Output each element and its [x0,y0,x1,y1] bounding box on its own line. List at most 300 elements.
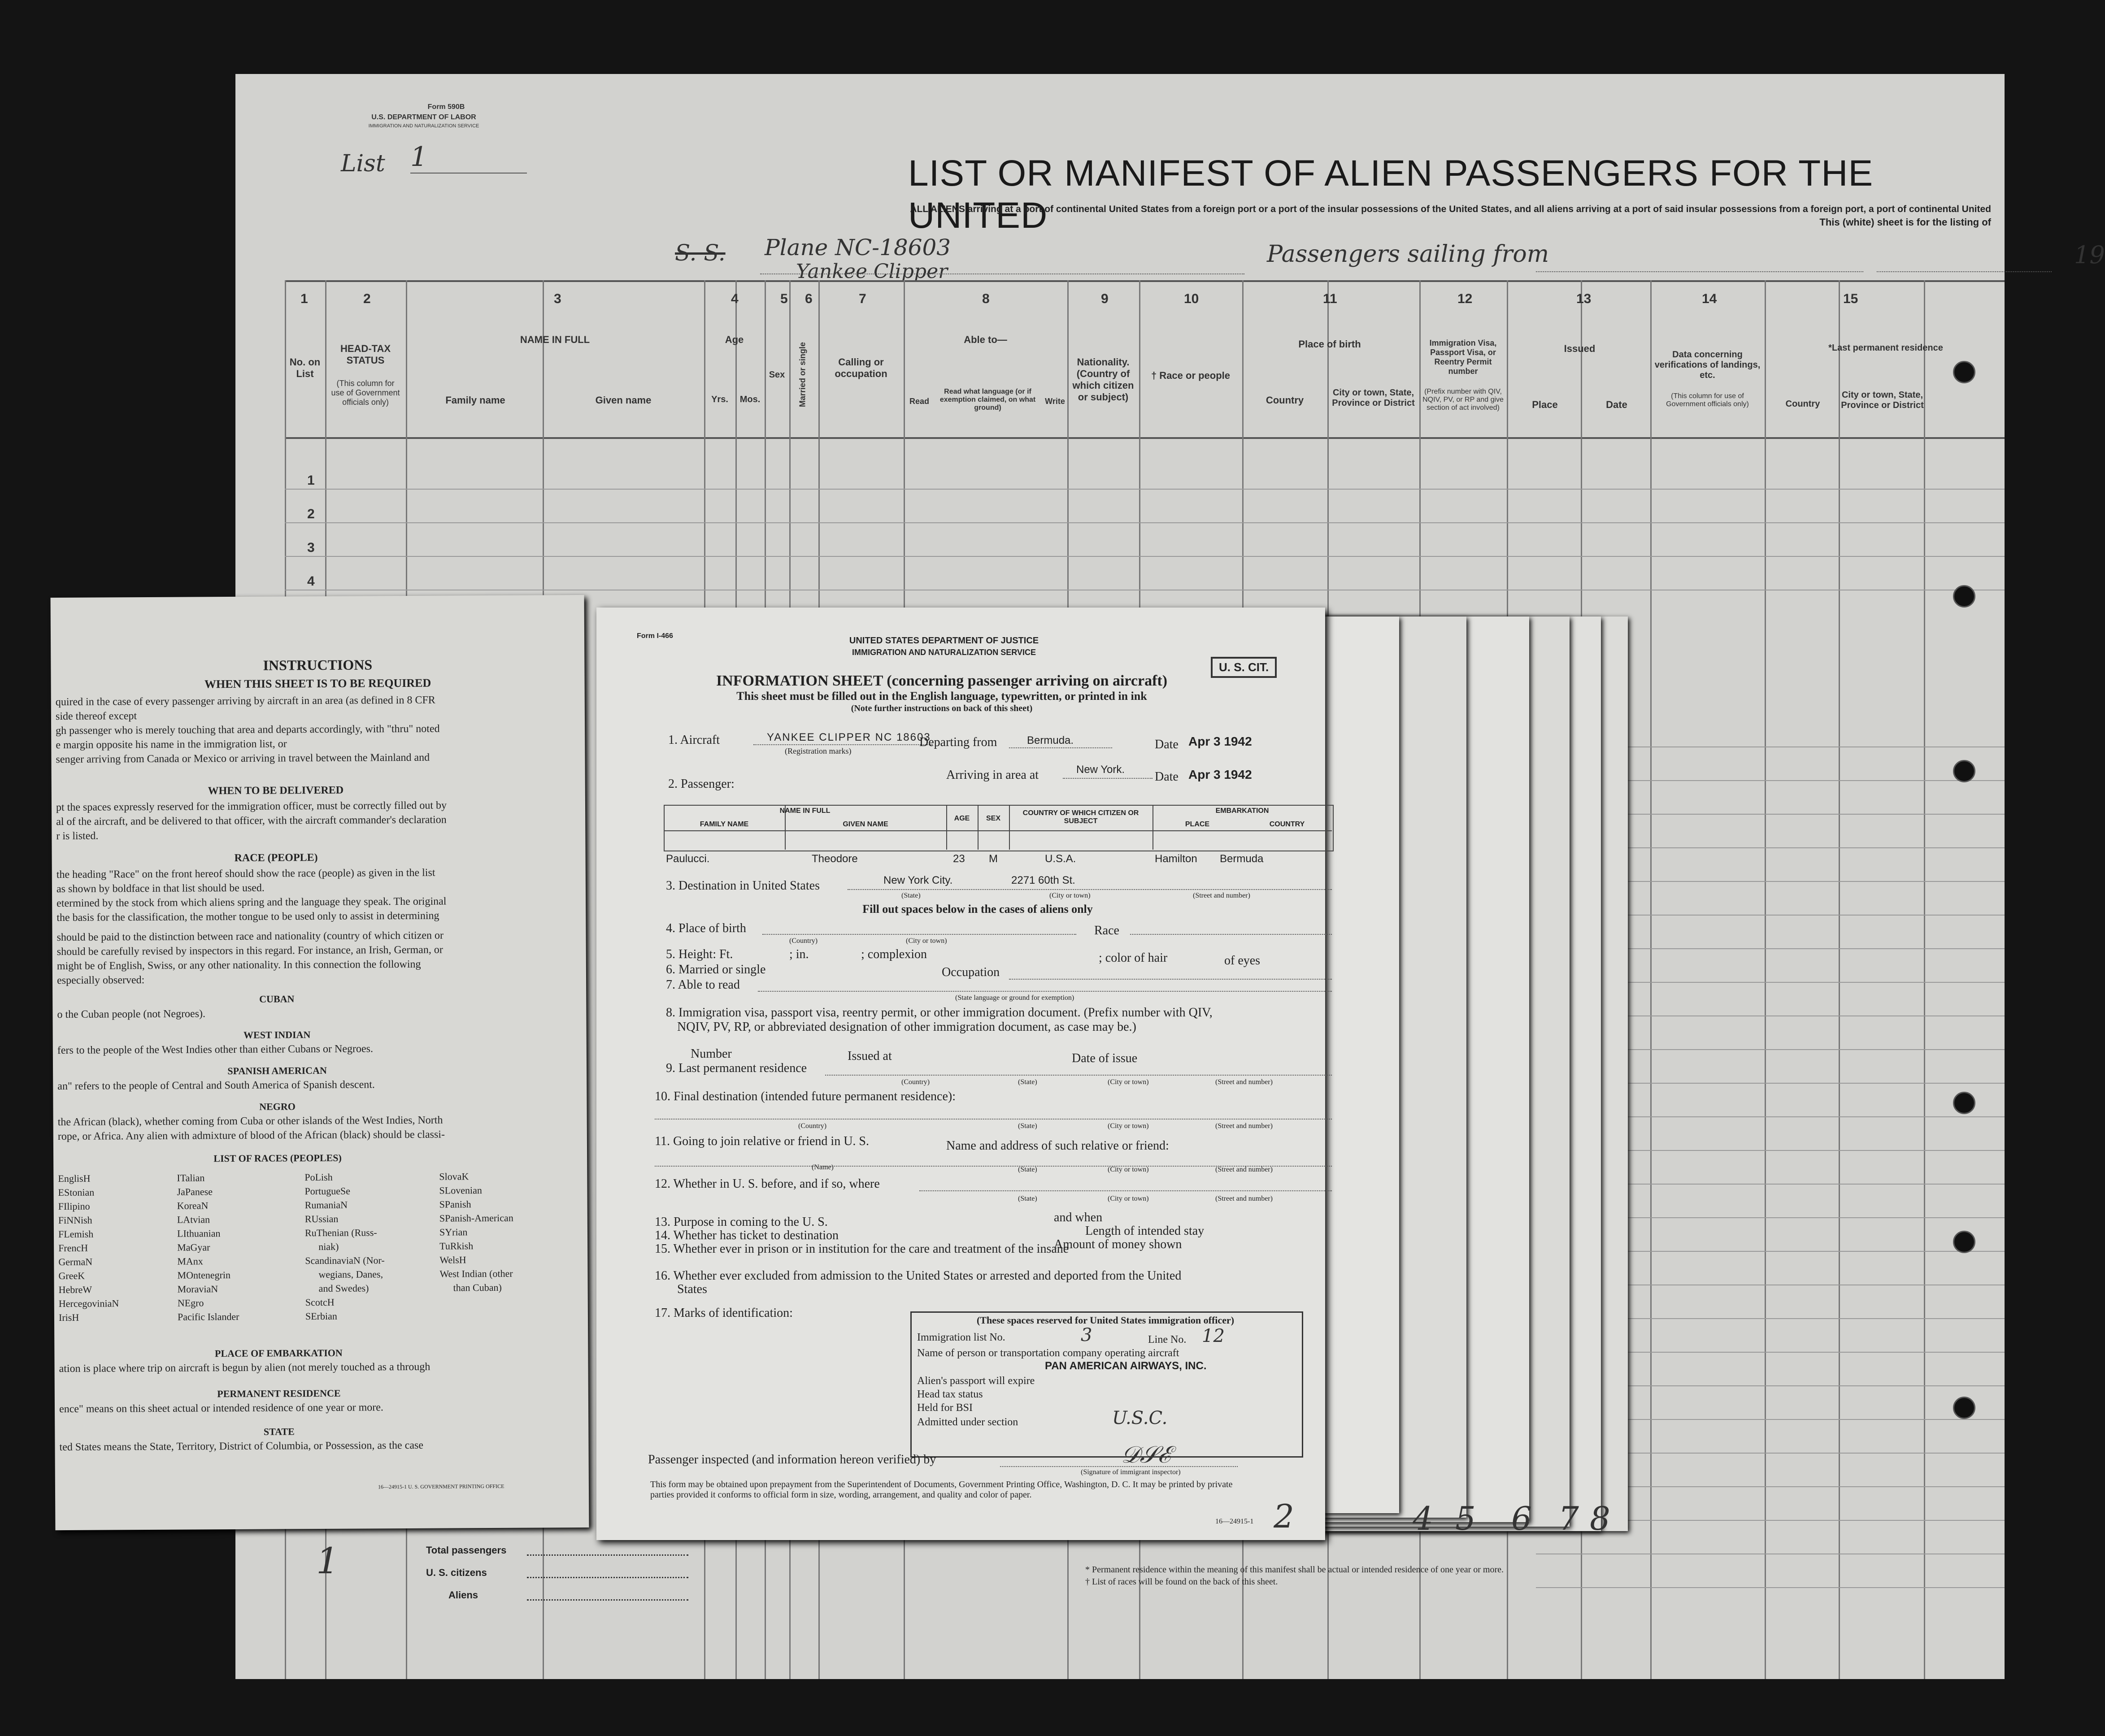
table-header-place: PLACE [1185,820,1210,828]
table-header-country: COUNTRY OF WHICH CITIZEN OR SUBJECT [1022,809,1139,825]
head-tax-label: Head tax status [917,1389,983,1400]
language-note: (State language or ground for exemption) [955,994,1074,1002]
col-number: 11 [1323,291,1337,306]
instructions-p4d: especially observed: [57,974,145,987]
col-number: 4 [731,291,739,306]
table-header-name-in-full: NAME IN FULL [779,807,831,815]
underline [655,1119,1332,1120]
stack-number: 5 [1455,1500,1476,1537]
stack-number: 2 [1274,1497,1294,1535]
passport-expire-label: Alien's passport will expire [917,1375,1035,1387]
country-note-2: (Country) [901,1078,930,1086]
officer-reserved-heading: (These spaces reserved for United States immigration officer) [976,1315,1235,1326]
instructions-state-text: ted States means the State, Territory, District of Columbia, or Possession, as the case [59,1439,424,1454]
manifest-subtitle-2: This (white) sheet is for the listing of [1819,217,1991,228]
arriving-label: Arriving in area at [946,768,1039,782]
date-stamp-2[interactable]: Apr 3 1942 [1188,768,1252,781]
manifest-service: IMMIGRATION AND NATURALIZATION SERVICE [368,123,479,129]
race-entry: wegians, Danes, [318,1268,383,1280]
stack-number: 6 [1511,1500,1532,1537]
instructions-p1: quired in the case of every passenger arriving by aircraft in an area (as defined in 8 CFR [55,694,435,708]
destination-city[interactable]: New York City. [883,874,953,886]
instructions-race-heading: RACE (PEOPLE) [234,852,318,864]
passenger-given-name[interactable]: Theodore [812,853,858,865]
col-number: 7 [859,291,866,306]
col-header-data-concerning: Data concerning verifications of landings, etc. [1654,350,1761,380]
underline [753,744,933,745]
state-note-5: (State) [1018,1195,1037,1202]
instructions-p1d: e margin opposite his name in the immigration list, or [56,738,287,751]
table-header-emb-country: COUNTRY [1269,820,1305,828]
row-number: 2 [307,507,315,521]
city-note-5: (City or town) [1108,1166,1149,1173]
inspected-label: Passenger inspected (and information hereon verified) by [648,1453,936,1467]
operating-company[interactable]: PAN AMERICAN AIRWAYS, INC. [1045,1360,1207,1372]
country-note: (Country) [789,937,818,945]
issued-at-label: Issued at [848,1049,892,1063]
race-entry: KoreaN [177,1200,209,1211]
instructions-print-office: 16—24915-1 U. S. GOVERNMENT PRINTING OFFICE [378,1483,505,1490]
binder-hole [1953,361,1975,383]
col-header-read-what: Read what language (or if exemption claimed, on what ground) [939,388,1036,412]
hair-label: ; color of hair [1099,951,1168,965]
race-label: Race [1094,924,1119,937]
field-going-to-join-label: 11. Going to join relative or friend in U. S. [655,1134,869,1148]
col-header-write: Write [1045,397,1065,406]
race-entry: WelsH [439,1254,466,1266]
race-entry: ITalian [177,1172,205,1184]
manifest-dept: U.S. DEPARTMENT OF LABOR [371,113,476,121]
city-note-3: (City or town) [1108,1078,1149,1086]
instructions-embarkation: PLACE OF EMBARKATION [214,1347,343,1359]
instructions-list-of-races: LIST OF RACES (PEOPLES) [213,1152,342,1164]
list-label: List [341,150,385,177]
street-note-2: (Street and number) [1215,1078,1273,1086]
underline [1009,747,1112,748]
state-note-4: (State) [1018,1166,1037,1173]
footer-aliens: Aliens [448,1589,478,1601]
col-number: 3 [554,291,561,306]
table-header-family: FAMILY NAME [700,820,749,828]
stack-number: 7 [1558,1500,1579,1537]
operating-label: Name of person or transportation company operating aircraft [917,1347,1179,1359]
race-entry: TuRkish [439,1240,474,1252]
race-entry: EStonian [58,1186,95,1198]
race-entry: MAnx [177,1255,203,1267]
race-entry: SYrian [439,1226,468,1238]
race-entry: FrencH [58,1242,88,1254]
table-col-rule [978,805,979,850]
aliens-only-heading: Fill out spaces below in the cases of aliens only [862,903,1093,916]
col-header-family: Family name [445,395,505,406]
instructions-state: STATE [263,1426,295,1437]
number-label: Number [691,1047,732,1061]
field-us-before-label: 12. Whether in U. S. before, and if so, where [655,1177,880,1191]
col-rule [1650,280,1652,1679]
and-when-label: and when [1054,1211,1103,1224]
race-entry: LIthuanian [177,1228,221,1239]
us-cit-stamp: U. S. CIT. [1211,657,1277,678]
instructions-p3: the heading "Race" on the front hereof should show the race (people) as given in the list [56,867,435,881]
instructions-west-indian-text: fers to the people of the West Indies other than either Cubans or Negroes. [57,1043,374,1057]
instructions-p1c: gh passenger who is merely touching that area and departs accordingly, with "thru" noted [56,723,440,737]
field-married-label: 6. Married or single [666,963,766,976]
col-header-visa-note: (Prefix number with QIV, NQIV, PV, or RP and give section of act involved) [1422,388,1504,412]
ss-line [760,273,1244,274]
field-place-of-birth-label: 4. Place of birth [666,921,746,935]
instructions-perm-res-text: ence" means on this sheet actual or intended residence of one year or more. [59,1402,383,1415]
date-of-issue-label: Date of issue [1072,1051,1138,1065]
race-entry: MaGyar [177,1241,210,1253]
info-form-number: Form I-466 [637,632,673,640]
passenger-sex[interactable]: M [989,853,998,865]
col-number: 9 [1101,291,1109,306]
race-entry: FIlipino [58,1200,90,1212]
instructions-negro-text-2: rope, or Africa. Any alien with admixture of blood of the African (black) should be classi- [57,1128,445,1143]
instructions-cuban-text: o the Cuban people (not Negroes). [57,1008,206,1021]
race-entry: FLemish [58,1228,94,1240]
col-header-read: Read [909,397,929,406]
ss-value-clipper: Yankee Clipper [796,260,948,283]
race-entry: Pacific Islander [177,1311,239,1323]
underline [758,991,1332,992]
table-header-given: GIVEN NAME [843,820,888,828]
row-number: 1 [307,473,315,488]
length-stay-label: Length of intended stay [1085,1224,1205,1238]
date-label-2: Date [1155,770,1179,784]
col-header-data-note: (This column for use of Government officials only) [1666,392,1749,408]
col-header-no: No. on List [289,356,321,379]
info-title: INFORMATION SHEET (concerning passenger arriving on aircraft) [716,673,1168,689]
city-note: (City or town) [1049,892,1091,899]
race-entry: SPanish [439,1198,471,1210]
held-bsi-label: Held for BSI [917,1402,973,1414]
race-entry: and Swedes) [318,1282,369,1294]
eyes-label: of eyes [1224,954,1261,968]
aliens-line [527,1599,688,1601]
col-number: 6 [805,291,813,306]
instructions-embarkation-text: ation is place where trip on aircraft is begun by alien (not merely touched as a through [59,1361,431,1375]
binder-hole [1953,760,1975,782]
col-number: 14 [1702,291,1717,306]
col-number: 8 [982,291,990,306]
race-entry: IrisH [58,1311,79,1324]
passenger-citizenship[interactable]: U.S.A. [1045,853,1076,865]
race-entry: RuThenian (Russ- [304,1227,377,1239]
table-col-rule [946,805,947,850]
list-number: 1 [410,141,527,174]
admitted-label: Admitted under section [917,1416,1018,1428]
race-entry: SPanish-American [439,1212,513,1224]
underline [762,934,1076,935]
race-entry: niak) [318,1241,339,1253]
instructions-p3d: the basis for the classification, the mother tongue to be used only to assist in determining [57,910,439,924]
height-in-label: ; in. [789,947,809,961]
footer-note-2: † List of races will be found on the back of this sheet. [1085,1577,1278,1587]
date-line [1877,271,2052,272]
info-subtitle: This sheet must be filled out in the English language, typewritten, or printed in ink [736,690,1147,703]
date-label-1: Date [1155,738,1179,751]
footer-note-1: * Permanent residence within the meaning of this manifest shall be actual or intended residence of one year or more. [1085,1565,1504,1575]
row-number: 4 [307,574,315,589]
year-prefix: 19 [2074,241,2105,269]
row-rule [1536,1587,2005,1588]
col-number: 12 [1457,291,1473,306]
state-note-3: (State) [1018,1122,1037,1130]
underline [848,889,1332,890]
field-purpose-label: 13. Purpose in coming to the U. S. [655,1215,828,1229]
information-sheet [596,608,1325,1540]
col-header-issued: Issued [1564,343,1596,354]
race-entry: RUssian [304,1213,339,1225]
underline [1130,934,1332,935]
imm-list-label: Immigration list No. [917,1332,1005,1343]
field-marks-label: 17. Marks of identification: [655,1306,793,1320]
underline [1009,979,1332,980]
table-header-sex: SEX [986,815,1000,822]
destination-street[interactable]: 2271 60th St. [1011,874,1075,886]
footer-total-passengers: Total passengers [426,1545,507,1556]
occupation-label: Occupation [942,965,1000,979]
race-entry: LAtvian [177,1214,210,1225]
line-no-label: Line No. [1148,1334,1187,1345]
passenger-family-name[interactable]: Paulucci. [666,853,710,865]
stack-number: 8 [1590,1500,1610,1537]
col-header-city: City or town, State, Province or District [1332,388,1415,408]
street-note: (Street and number) [1193,892,1250,899]
race-entry: HebreW [58,1284,92,1296]
instructions-perm-res: PERMANENT RESIDENCE [217,1387,341,1400]
col-header-sex: Sex [769,370,785,380]
passenger-embark-country[interactable]: Bermuda [1220,853,1264,865]
race-entry: MOntenegrin [177,1269,231,1281]
info-footer: This form may be obtained upon prepayment from the Superintendent of Documents, Government Printing Office, Washington, D. C. It may be printed by private parties provided it conforms to official form in size, wording, arrangement, and quality and color of paper. [650,1480,1233,1500]
col-rule [1924,280,1925,1679]
col-header-country: Country [1266,395,1304,406]
col-header-able-to: Able to— [964,334,1007,345]
instructions-p3b: as shown by boldface in that list should be used. [56,882,265,895]
complexion-label: ; complexion [861,947,927,961]
instructions-spanish-american: SPANISH AMERICAN [227,1064,327,1077]
signature-note: (Signature of immigrant inspector) [1081,1468,1181,1476]
stack-number: 4 [1413,1500,1433,1537]
col-header-country-2: Country [1785,399,1820,409]
col-header-head-tax-note: (This column for use of Government officials only) [331,379,400,407]
col-number: 1 [300,291,308,306]
sailing-label: Passengers sailing from [1267,241,1549,268]
inspector-signature-icon: 𝒟𝒮ℰ [1121,1441,1171,1468]
instructions-title: INSTRUCTIONS [263,656,373,673]
race-entry: SErbian [305,1310,337,1322]
field-excluded-label-2: States [677,1282,707,1296]
race-entry: ScotcH [305,1296,335,1308]
field-immigration-visa-label: 8. Immigration visa, passport visa, reentry permit, or other immigration document. (Prefix number with QIV, [666,1006,1213,1020]
street-note-3: (Street and number) [1215,1122,1273,1130]
race-entry: NEgro [177,1297,204,1309]
field-aircraft-label: 1. Aircraft [668,733,720,747]
col-header-last-perm: *Last permanent residence [1828,343,1943,353]
passenger-embark-place[interactable]: Hamilton [1155,853,1197,865]
city-note-4: (City or town) [1108,1122,1149,1130]
row-rule [285,556,2005,557]
instructions-p4b: should be carefully revised by inspectors in this regard. For instance, an Irish, German, or [57,944,443,958]
street-note-4: (Street and number) [1215,1166,1273,1173]
info-dept: UNITED STATES DEPARTMENT OF JUSTICE [849,636,1039,646]
table-header-age: AGE [954,815,970,822]
line-no-value[interactable]: 12 [1202,1326,1225,1346]
binder-hole [1953,585,1975,608]
instructions-when-delivered: WHEN TO BE DELIVERED [208,784,344,797]
race-entry: HercegoviniaN [58,1298,119,1310]
field-ticket-label: 14. Whether has ticket to destination [655,1228,839,1242]
departing-from-value[interactable]: Bermuda. [1027,734,1074,746]
info-service: IMMIGRATION AND NATURALIZATION SERVICE [852,648,1036,657]
col-header-mos: Mos. [739,395,761,404]
date-stamp-1[interactable]: Apr 3 1942 [1188,734,1252,748]
col-header-given: Given name [595,395,652,406]
race-entry: SLovenian [439,1185,482,1196]
race-entry: SlovaK [439,1171,469,1182]
imm-list-value[interactable]: 3 [1081,1325,1092,1345]
col-number: 5 [780,291,788,306]
city-note-6: (City or town) [1108,1195,1149,1202]
col-header-name: NAME IN FULL [520,334,590,345]
row-rule [285,489,2005,490]
underline [1063,778,1153,779]
info-print-number: 16—24915-1 [1215,1518,1254,1525]
total-passengers-line [527,1554,688,1556]
field-final-destination-label: 10. Final destination (intended future permanent residence): [655,1089,956,1103]
races-column-2 [177,1171,239,1324]
races-column-4 [439,1169,513,1295]
col-rule [1839,280,1840,1679]
race-entry: FiNNish [58,1214,92,1226]
race-entry: RumaniaN [304,1199,348,1211]
col-header-head-tax: HEAD-TAX STATUS [340,343,391,366]
col-header-married: Married or single [798,342,807,408]
col-number: 2 [363,291,371,306]
instructions-negro-text: the African (black), whether coming from Cuba or other islands of the West Indies, North [57,1114,443,1128]
instructions-negro: NEGRO [259,1101,296,1112]
race-entry: GreeK [58,1270,85,1282]
ss-value-plane: Plane NC-18603 [765,234,951,260]
col-header-calling: Calling or occupation [835,356,887,379]
instructions-sheet [51,595,589,1530]
field-destination-label: 3. Destination in United States [666,879,820,893]
instructions-p2c: r is listed. [56,830,99,842]
instructions-p4: should be paid to the distinction between race and nationality (country of which citizen or [57,929,444,944]
money-shown-label: Amount of money shown [1054,1237,1182,1251]
races-column-3 [304,1170,385,1323]
instructions-p4c: might be of English, Swiss, or any other nationality. In this connection the following [57,958,421,972]
field-able-to-read-label: 7. Able to read [666,978,740,992]
row-rule [285,522,2005,523]
instructions-spanish-american-text: an" refers to the people of Central and South America of Spanish descent. [57,1079,375,1093]
col-number: 13 [1576,291,1592,306]
manifest-title: LIST OR MANIFEST OF ALIEN PASSENGERS FOR THE UNITED [908,153,1874,236]
race-entry: PortugueSe [304,1185,351,1197]
col-number: 15 [1843,291,1858,306]
ss-label: S. S. [675,240,726,266]
sailing-line [1536,271,1863,272]
state-note: (State) [901,892,921,899]
race-entry: MoraviaN [177,1283,218,1295]
col-header-age: Age [725,334,744,345]
instructions-p3c: etermined by the stock from which aliens spring and the language they speak. The original [57,895,447,910]
race-entry: GermaN [58,1256,93,1268]
race-entry: PoLish [304,1171,333,1183]
col-header-date: Date [1606,399,1627,410]
arriving-value[interactable]: New York. [1076,764,1125,776]
field-last-residence-label: 9. Last permanent residence [666,1061,807,1075]
table-row-rule [664,830,1332,831]
instructions-p1e: senger arriving from Canada or Mexico or arriving in travel between the Mainland and [56,751,430,766]
admitted-value[interactable]: U.S.C. [1112,1408,1168,1428]
col-header-race: † Race or people [1151,370,1231,381]
instructions-west-indian: WEST INDIAN [243,1029,311,1041]
race-entry: EnglisH [58,1172,91,1185]
instructions-cuban: CUBAN [259,993,295,1005]
binder-hole [1953,1397,1975,1419]
field-height-label: 5. Height: Ft. [666,947,733,961]
field-aircraft-value[interactable]: YANKEE CLIPPER NC 18603 [767,731,931,743]
footer-us-citizens: U. S. citizens [426,1567,487,1578]
binder-hole [1953,1231,1975,1253]
name-note: (Name) [812,1163,834,1171]
binder-hole [1953,1092,1975,1114]
race-entry: ScandinaviaN (Nor- [305,1254,385,1267]
race-entry: JaPanese [177,1186,213,1198]
underline [1000,1466,1238,1467]
instructions-p2: pt the spaces expressly reserved for the immigration officer, must be correctly filled out by [56,799,447,814]
race-entry: West Indian (other [439,1267,513,1280]
manifest-subtitle: ALL ALIENS arriving at a port of continental United States from a foreign port or a port of the insular possessions of the United States, and all aliens arriving at a port of said insular possessions from a foreign port, a port of continental United [910,204,1991,214]
relative-name-label: Name and address of such relative or friend: [946,1139,1169,1153]
manifest-form-number: Form 590B [427,103,465,111]
underline [825,1075,1332,1076]
col-header-city-2: City or town, State, Province or District [1841,390,1924,410]
field-immigration-visa-label-2: NQIV, PV, RP, or abbreviated designation of other immigration document, as case may be.) [677,1020,1136,1034]
col-header-nationality: Nationality. (Country of which citizen or subject) [1072,356,1134,403]
info-subtitle-2: (Note further instructions on back of this sheet) [851,703,1033,713]
reg-marks-note: (Registration marks) [785,746,852,755]
field-excluded-label: 16. Whether ever excluded from admission to the United States or arrested and deported from the United [655,1269,1182,1283]
races-column-1 [58,1171,119,1324]
instructions-when-required: WHEN THIS SHEET IS TO BE REQUIRED [204,676,431,691]
field-prison-label: 15. Whether ever in prison or in institution for the care and treatment of the insane [655,1242,1069,1256]
us-citizens-line [527,1577,688,1578]
col-rule [1765,280,1766,1679]
col-header-place-of-birth: Place of birth [1298,339,1361,350]
country-note-3: (Country) [798,1122,827,1130]
col-number: 10 [1184,291,1199,306]
state-note-2: (State) [1018,1078,1037,1086]
street-note-5: (Street and number) [1215,1195,1273,1202]
tally-mark: 1 [316,1540,339,1582]
race-entry: than Cuban) [453,1281,502,1293]
col-header-immigration-visa: Immigration Visa, Passport Visa, or Reentry Permit number [1429,339,1497,376]
table-header-embarkation: EMBARKATION [1215,807,1269,815]
instructions-p2b: al of the aircraft, and be delivered to that officer, with the aircraft commander's declaration [56,814,447,828]
row-number: 3 [307,540,315,555]
underline [919,1190,1332,1191]
col-header-place: Place [1532,399,1558,410]
instructions-p1b: side thereof except [55,710,137,723]
col-header-yrs: Yrs. [711,395,728,404]
field-passenger-label: 2. Passenger: [668,777,735,791]
city-note-2: (City or town) [906,937,947,945]
passenger-age[interactable]: 23 [953,853,965,865]
